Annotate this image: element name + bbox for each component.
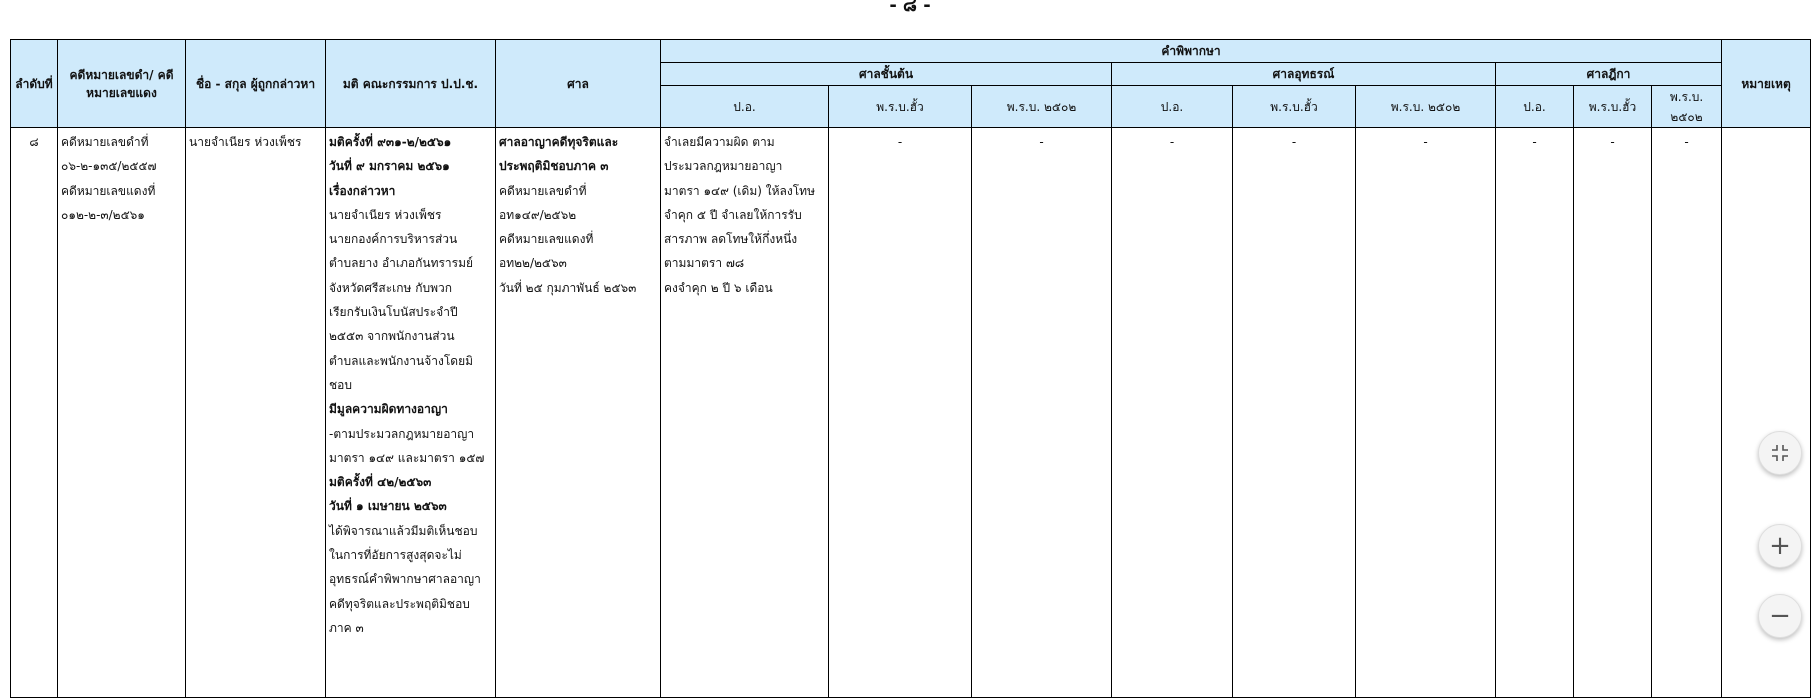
resolution-line: เรื่องกล่าวหา: [329, 183, 396, 198]
resolution-line: มาตรา ๑๔๙ และมาตรา ๑๕๗: [329, 450, 485, 465]
cell-no: ๘: [11, 128, 58, 698]
court-line: ประพฤติมิชอบภาค ๓: [499, 159, 609, 174]
court-line: อท๑๔๙/๒๕๖๒: [499, 207, 577, 222]
fullscreen-exit-button[interactable]: [1758, 431, 1802, 475]
resolution-line: ชอบ: [329, 377, 352, 392]
resolution-line: ในการที่อัยการสูงสุดจะไม่: [329, 548, 462, 563]
header-court-appeal: ศาลอุทธรณ์: [1112, 63, 1496, 86]
resolution-line: วันที่ ๑ เมษายน ๒๕๖๓: [329, 499, 447, 514]
header-first-election-act: พ.ร.บ.ฮั้ว: [829, 86, 972, 128]
court-line: วันที่ ๒๕ กุมภาพันธ์ ๒๕๖๓: [499, 280, 637, 295]
cell-appeal-criminal: -: [1112, 128, 1233, 698]
header-appeal-election-act: พ.ร.บ.ฮั้ว: [1233, 86, 1356, 128]
resolution-line: นายกองค์การบริหารส่วน: [329, 232, 458, 247]
header-case-no: คดีหมายเลขดำ/ คดีหมายเลขแดง: [58, 40, 186, 128]
resolution-line: วันที่ ๙ มกราคม ๒๕๖๑: [329, 159, 450, 174]
header-supreme-criminal: ป.อ.: [1496, 86, 1574, 128]
cell-appeal-election-act: -: [1233, 128, 1356, 698]
cell-supreme-criminal: -: [1496, 128, 1574, 698]
cell-first-election-act: -: [829, 128, 972, 698]
header-no: ลำดับที่: [11, 40, 58, 128]
cell-supreme-election-act: -: [1574, 128, 1652, 698]
zoom-out-button[interactable]: [1758, 594, 1802, 638]
cell-case-no: คดีหมายเลขดำที่ ๐๖-๒-๑๓๕/๒๕๕๗ คดีหมายเลขแดงที่ ๐๑๒-๒-๓/๒๕๖๑: [58, 128, 186, 698]
cell-appeal-act-2502: -: [1356, 128, 1496, 698]
court-line: ศาลอาญาคดีทุจริตและ: [499, 135, 619, 149]
header-appeal-criminal: ป.อ.: [1112, 86, 1233, 128]
resolution-line: ตำบลยาง อำเภอกันทรารมย์: [329, 256, 474, 271]
header-judgment: คำพิพากษา: [661, 40, 1722, 63]
header-appeal-act-2502: พ.ร.บ. ๒๕๐๒: [1356, 86, 1496, 128]
cell-name: นายจำเนียร ห่วงเพ็ชร: [186, 128, 326, 698]
cell-first-criminal: จำเลยมีความผิด ตาม ประมวลกฎหมายอาญา มาตรา ๑๔๙ (เดิม) ให้ลงโทษ จำคุก ๕ ปี จำเลยให้การรับ สารภาพ ลดโทษให้กึ่งหนึ่ง ตามมาตรา ๗๘ คงจำคุก ๒ ปี ๖ เดือน: [661, 128, 829, 698]
header-resolution: มติ คณะกรรมการ ป.ป.ช.: [326, 40, 496, 128]
table-row: [11, 128, 1811, 698]
header-first-criminal: ป.อ.: [661, 86, 829, 128]
resolution-line: จังหวัดศรีสะเกษ กับพวก: [329, 280, 453, 295]
court-line: อท๒๒/๒๕๖๓: [499, 256, 567, 271]
resolution-line: มีมูลความผิดทางอาญา: [329, 402, 448, 417]
resolution-line: มติครั้งที่ ๔๒/๒๕๖๓: [329, 475, 432, 490]
resolution-line: มติครั้งที่ ๙๓๑-๒/๒๕๖๑: [329, 135, 452, 149]
minus-icon: −: [1769, 601, 1791, 631]
resolution-line: คดีทุจริตและประพฤติมิชอบ: [329, 596, 470, 611]
page-number: - ๘ -: [889, 0, 931, 16]
court-line: คดีหมายเลขแดงที่: [499, 232, 594, 247]
resolution-line: -ตามประมวลกฎหมายอาญา: [329, 426, 475, 441]
resolution-line: เรียกรับเงินโบนัสประจำปี: [329, 305, 458, 320]
resolution-line: ตำบลและพนักงานจ้างโดยมิ: [329, 353, 474, 368]
header-court-first: ศาลชั้นต้น: [661, 63, 1112, 86]
court-line: คดีหมายเลขดำที่: [499, 183, 587, 198]
resolution-line: ๒๕๕๓ จากพนักงานส่วน: [329, 329, 455, 344]
case-table: [10, 39, 1811, 698]
resolution-line: นายจำเนียร ห่วงเพ็ชร: [329, 207, 442, 222]
fullscreen-exit-icon: [1771, 444, 1789, 462]
plus-icon: +: [1769, 531, 1791, 561]
header-first-act-2502: พ.ร.บ. ๒๕๐๒: [972, 86, 1112, 128]
resolution-line: ได้พิจารณาแล้วมีมติเห็นชอบ: [329, 523, 478, 538]
resolution-line: อุทธรณ์คำพิพากษาศาลอาญา: [329, 572, 481, 587]
cell-court: [496, 128, 661, 698]
resolution-line: ภาค ๓: [329, 620, 364, 635]
header-court: ศาล: [496, 40, 661, 128]
zoom-in-button[interactable]: [1758, 524, 1802, 568]
header-name: ชื่อ - สกุล ผู้ถูกกล่าวหา: [186, 40, 326, 128]
cell-first-act-2502: -: [972, 128, 1112, 698]
cell-resolution: [326, 128, 496, 698]
cell-supreme-act-2502: -: [1652, 128, 1722, 698]
header-remarks: หมายเหตุ: [1722, 40, 1811, 128]
header-court-supreme: ศาลฎีกา: [1496, 63, 1722, 86]
header-supreme-election-act: พ.ร.บ.ฮั้ว: [1574, 86, 1652, 128]
header-supreme-act-2502: พ.ร.บ. ๒๕๐๒: [1652, 86, 1722, 128]
